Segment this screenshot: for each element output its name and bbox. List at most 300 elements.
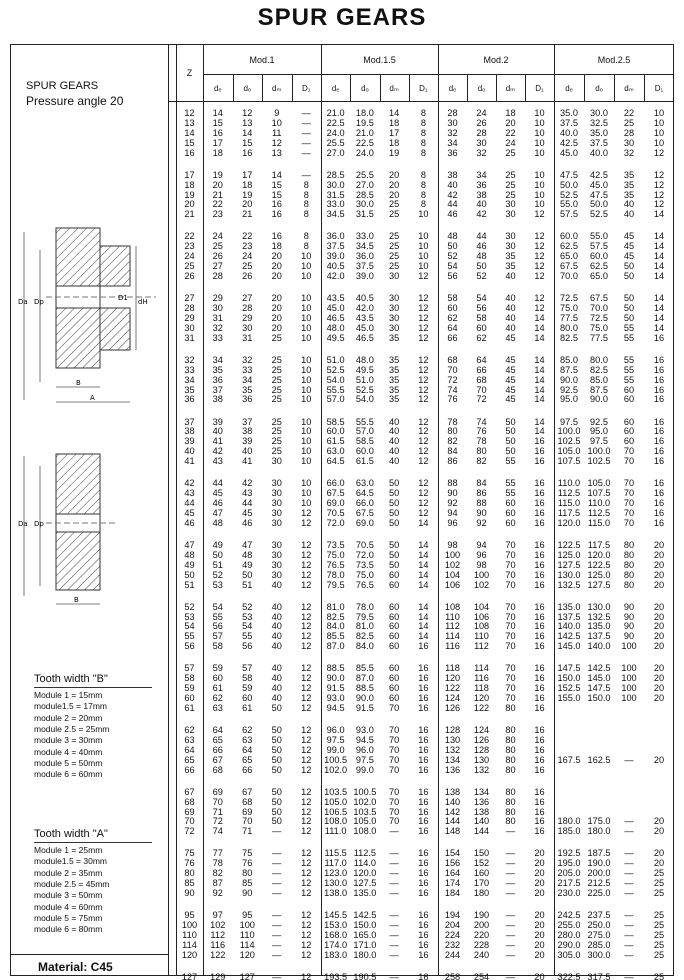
value-cell: 108.0 [324,816,348,827]
value-cell: 50 [271,764,282,775]
value-cell: 35 [505,261,516,272]
value-cell: 12 [301,507,312,518]
value-cell: 58 [242,673,253,684]
value-cell: 90 [623,631,635,642]
value-cell: 305.0 [557,949,581,960]
value-cell: 70 [505,601,516,612]
header-bottom-border [168,101,674,102]
value-cell: 10 [418,231,429,242]
value-cell: 16 [534,744,545,755]
value-cell: 48 [212,517,223,528]
value-cell: 22 [212,199,223,210]
value-cell: 24 [212,231,223,242]
value-cell: 25 [389,209,400,220]
value-cell: 16 [534,702,545,713]
z-cell: 42 [184,478,195,489]
value-cell: 14 [653,209,665,220]
value-cell: 258 [444,971,461,980]
value-cell: — [505,971,516,980]
value-cell: 20 [534,858,545,869]
value-cell: 58 [447,293,458,304]
value-cell: 100 [621,663,637,674]
value-cell: 16 [418,888,429,898]
module-header-divider [203,74,674,75]
value-cell: 95.0 [560,394,578,405]
value-cell: 20 [653,673,665,684]
value-cell: 16 [418,702,429,713]
value-cell: 96.0 [326,725,345,735]
value-cell: 34 [242,374,253,385]
value-cell: 100 [621,683,637,694]
value-cell: 102 [444,559,461,570]
value-cell: 35 [389,374,400,385]
value-cell: 12 [301,949,312,960]
value-cell: 16 [534,693,545,703]
value-cell: 25 [505,179,516,190]
value-cell: 58.5 [355,436,374,447]
tooth-width-a-item: Module 1 = 25mm [34,845,103,855]
value-cell: 91.5 [355,702,374,713]
value-cell: 70 [505,559,516,570]
value-cell: 40 [447,179,458,190]
value-cell: 12 [301,611,312,622]
value-cell: 75 [242,848,253,859]
value-cell: 20 [505,117,516,128]
value-cell: 16 [534,806,545,817]
value-cell: 45.0 [355,322,374,333]
value-cell: 92 [447,498,458,508]
value-cell: 90 [623,601,635,612]
value-cell: 16 [418,920,429,930]
value-cell: 105.0 [353,816,377,827]
z-cell: 76 [184,858,195,869]
value-cell: 136 [473,796,490,807]
z-cell: 95 [184,910,195,921]
value-cell: 34.5 [355,241,374,252]
value-cell: 62.5 [590,261,608,272]
value-cell: 140.0 [557,621,581,632]
value-cell: 57 [212,631,223,642]
value-cell: 8 [420,127,426,138]
value-cell: 14 [534,426,545,437]
column-subheader: dₑ [214,84,222,93]
value-cell: 14 [418,631,429,642]
z-cell: 13 [184,117,195,128]
value-cell: 54.0 [355,394,374,405]
value-cell: 12 [301,868,312,879]
value-cell: — [301,169,311,180]
value-cell: 145.0 [557,641,581,652]
value-cell: 180.0 [557,816,581,827]
value-cell: 80.0 [590,354,608,365]
value-cell: 30.0 [355,199,374,210]
value-cell: 72.5 [560,293,578,304]
value-cell: 190.0 [587,858,611,869]
value-cell: 96 [447,517,458,528]
value-cell: 90.0 [355,693,374,703]
value-cell: 60 [623,416,635,427]
value-cell: 25 [271,332,282,343]
value-cell: 100.5 [324,754,348,765]
value-cell: 30 [271,507,282,518]
value-cell: 16 [653,416,665,427]
column-subheader: dₑ [448,84,457,93]
value-cell: 14 [653,261,665,272]
value-cell: 47 [212,507,223,518]
value-cell: 190.5 [353,971,377,980]
z-cell: 90 [184,888,195,898]
value-cell: 34.5 [326,209,345,220]
value-cell: 72 [447,374,458,385]
value-cell: 70 [389,806,400,817]
value-cell: 70 [389,725,400,735]
value-cell: 17 [242,169,253,180]
value-cell: 97.5 [326,734,345,745]
value-cell: 40 [271,641,282,652]
value-cell: 35 [212,364,223,375]
value-cell: 29 [242,312,253,323]
value-cell: 16 [653,517,665,528]
value-cell: 232 [444,939,461,950]
z-cell: 20 [184,199,195,210]
value-cell: 60.0 [355,446,374,457]
value-cell: 40.0 [560,127,578,138]
value-cell: 16 [534,569,545,580]
tooth-width-b-item: module 2 = 20mm [34,712,103,723]
value-cell: 180 [473,888,490,898]
value-cell: 19 [212,169,223,180]
value-cell: 112 [474,641,489,652]
value-cell: 70 [476,384,487,395]
value-cell: 10 [653,127,665,138]
value-cell: 15 [242,137,253,148]
value-cell: 115.0 [587,517,611,528]
value-cell: 70 [242,816,253,827]
value-cell: 94.5 [326,702,345,713]
value-cell: 100.5 [353,786,377,797]
value-cell: 34 [476,169,487,180]
value-cell: 69 [242,806,253,817]
column-subheader: dₒ [595,84,603,93]
value-cell: 77.5 [560,312,578,323]
value-cell: 134 [473,786,490,797]
value-cell: 10 [301,322,312,333]
value-cell: 71 [212,806,223,817]
value-cell: 36 [212,374,223,385]
value-cell: 12 [418,271,429,281]
value-cell: 102 [210,920,226,930]
value-cell: 18 [242,179,253,190]
value-cell: 20 [653,579,665,590]
tooth-width-b-underline [34,687,152,688]
value-cell: 10 [301,498,312,508]
value-cell: 70 [389,734,400,745]
value-cell: 102.0 [353,796,377,807]
value-cell: 14 [534,384,545,395]
value-cell: 60 [389,663,400,674]
value-cell: 92.5 [560,384,578,395]
module-header: Mod.2 [483,55,509,65]
value-cell: 68 [212,764,223,775]
value-cell: 65.0 [590,271,608,281]
dp-dimension-label: Dp [34,298,44,306]
value-cell: 51.0 [326,354,345,365]
z-cell: 26 [184,271,195,281]
column-subheader: dₒ [361,84,369,93]
value-cell: 25 [623,117,635,128]
value-cell: 20 [653,611,665,622]
value-cell: 70 [505,611,516,622]
value-cell: 10 [301,303,312,313]
value-cell: 14 [534,394,545,405]
value-cell: 106 [444,579,461,590]
value-cell: 20 [653,683,665,694]
value-cell: 20 [653,858,665,869]
value-cell: 22.5 [326,117,345,128]
value-cell: 75.0 [355,569,374,580]
value-cell: 25 [653,939,665,950]
z-cell: 55 [184,631,195,642]
value-cell: 185.0 [557,826,581,837]
value-cell: 114 [474,663,489,674]
value-cell: 40 [623,209,635,220]
value-cell: 60 [389,601,400,612]
z-cell: 29 [184,312,195,323]
value-cell: — [272,888,282,898]
value-cell: 122 [444,683,461,694]
value-cell: 242.5 [557,910,581,921]
value-cell: 30 [242,322,253,333]
value-cell: 70 [505,683,516,694]
value-cell: 75.0 [590,322,608,333]
value-cell: 43.5 [355,312,374,323]
value-cell: 24 [505,137,516,148]
value-cell: 14 [653,271,665,281]
value-cell: 12 [418,332,429,343]
value-cell: 99.0 [326,744,345,755]
value-cell: 44 [476,231,487,242]
tooth-width-b-item: module 4 = 40mm [34,746,103,757]
z-cell: 56 [184,641,195,652]
value-cell: 18 [505,108,516,118]
value-cell: 46 [447,209,458,220]
column-subheader: dₘ [624,84,634,93]
value-cell: 70 [505,569,516,580]
value-cell: 30 [271,498,282,508]
value-cell: 46.5 [326,312,345,323]
value-cell: 58 [476,312,487,323]
value-cell: 40 [271,579,282,590]
value-cell: 20 [534,920,545,930]
value-cell: 60 [476,322,487,333]
value-cell: 16 [418,806,429,817]
value-cell: — [272,929,282,940]
value-cell: 16 [653,374,665,385]
value-cell: 42.5 [590,169,608,180]
value-cell: 12 [301,796,312,807]
value-cell: 50 [271,816,282,827]
value-cell: 55 [623,322,635,333]
value-cell: 72.0 [355,549,374,560]
value-cell: 39.0 [355,271,374,281]
value-cell: 104 [473,601,490,612]
value-cell: 16 [418,663,429,674]
value-cell: 25 [653,868,665,879]
value-cell: 12 [271,137,282,148]
value-cell: 16 [534,517,545,528]
value-cell: 30 [389,303,400,313]
value-cell: 12 [418,312,429,323]
value-cell: 40 [389,436,400,447]
value-cell: 128 [473,744,490,755]
value-cell: 69 [212,786,223,797]
value-cell: 16 [653,426,665,437]
value-cell: 12 [418,322,429,333]
z-cell: 39 [184,436,195,447]
value-cell: 100.0 [557,426,581,437]
value-cell: 170 [473,878,490,889]
value-cell: 50 [389,539,400,550]
value-cell: 47 [242,539,253,550]
value-cell: 50 [623,261,635,272]
value-cell: 16 [418,683,429,694]
value-cell: 80 [505,786,516,797]
value-cell: 10 [653,117,665,128]
da-dimension-label: Da [18,298,28,306]
value-cell: 32 [242,354,253,365]
value-cell: 25 [271,436,282,447]
value-cell: — [389,910,399,921]
value-cell: 8 [420,169,426,180]
value-cell: 14 [653,231,665,242]
tooth-width-a-item: module 3 = 50mm [34,890,103,901]
value-cell: 80 [623,549,635,560]
value-cell: 60 [389,611,400,622]
value-cell: 187.5 [587,848,611,859]
value-cell: 28 [476,127,487,138]
value-cell: 84 [447,446,458,457]
value-cell: 62.5 [560,241,578,252]
value-cell: 132.5 [587,611,611,622]
value-cell: 36 [476,179,487,190]
value-cell: 10 [301,478,312,489]
value-cell: — [389,848,399,859]
value-cell: 70 [505,693,516,703]
column-subheader: dₘ [272,84,282,93]
value-cell: 150.0 [587,693,611,703]
value-cell: 39.0 [326,251,345,262]
value-cell: 82 [476,456,487,467]
z-cell: 30 [184,322,195,333]
value-cell: — [624,858,634,869]
value-cell: 90.0 [590,394,608,405]
value-cell: 42 [242,478,253,489]
value-cell: 12 [534,261,545,272]
value-cell: 244 [444,949,461,960]
value-cell: 70 [389,816,400,827]
tooth-width-b-item: Module 1 = 15mm [34,690,103,700]
value-cell: 12 [301,939,312,950]
value-cell: 60.0 [590,251,608,262]
value-cell: — [272,826,282,837]
value-cell: 30 [505,209,516,220]
value-cell: 91.5 [326,683,345,694]
value-cell: 76 [242,858,253,869]
value-cell: 82.5 [326,611,345,622]
value-cell: 127 [239,971,255,980]
z-cell: 68 [184,796,195,807]
value-cell: 87.5 [590,384,608,395]
value-cell: 106.5 [324,806,348,817]
value-cell: 50 [271,754,282,765]
value-cell: 12 [301,663,312,674]
value-cell: 34 [447,137,458,148]
value-cell: 20 [653,816,665,827]
value-cell: 40 [242,446,253,457]
value-cell: 12 [653,169,665,180]
value-cell: 14 [418,569,429,580]
value-cell: 52 [242,601,253,612]
value-cell: 14 [653,293,665,304]
value-cell: 60 [389,641,400,652]
value-cell: 36.0 [326,231,345,242]
value-cell: 40 [271,663,282,674]
value-cell: 56 [476,303,487,313]
value-cell: 10 [301,354,312,365]
value-cell: 10 [534,108,545,118]
value-cell: 35 [505,251,516,262]
value-cell: 30 [271,478,282,489]
value-cell: 12 [418,394,429,405]
value-cell: 31.5 [326,189,345,200]
value-cell: 34 [212,354,223,365]
z-cell: 64 [184,744,195,755]
value-cell: 40 [389,456,400,467]
value-cell: 130 [473,754,490,765]
value-cell: 85.0 [560,354,578,365]
value-cell: 21 [212,189,223,200]
value-cell: 193.5 [324,971,348,980]
value-cell: 16 [418,971,429,980]
value-cell: 20 [389,179,400,190]
value-cell: 20 [271,322,282,333]
value-cell: 150.0 [353,920,377,930]
value-cell: 60 [505,507,516,518]
value-cell: 49.5 [355,364,374,375]
value-cell: 50 [389,517,400,528]
value-cell: 108 [444,601,461,612]
value-cell: 25 [271,374,282,385]
value-cell: 12 [301,826,312,837]
z-cell: 31 [184,332,195,343]
value-cell: 147.5 [557,663,581,674]
value-cell: 16 [534,507,545,518]
value-cell: 55 [212,611,223,622]
value-cell: 33.0 [326,199,345,210]
value-cell: 16 [653,488,665,499]
value-cell: 194 [444,910,461,921]
value-cell: 25 [212,241,223,252]
value-cell: 70.5 [355,539,374,550]
value-cell: 70 [505,621,516,632]
value-cell: 50 [271,744,282,755]
value-cell: 20 [389,169,400,180]
value-cell: 123.0 [324,868,348,879]
value-cell: 12 [534,231,545,242]
value-cell: 50 [271,786,282,797]
value-cell: 10 [534,179,545,190]
value-cell: 87 [212,878,223,889]
